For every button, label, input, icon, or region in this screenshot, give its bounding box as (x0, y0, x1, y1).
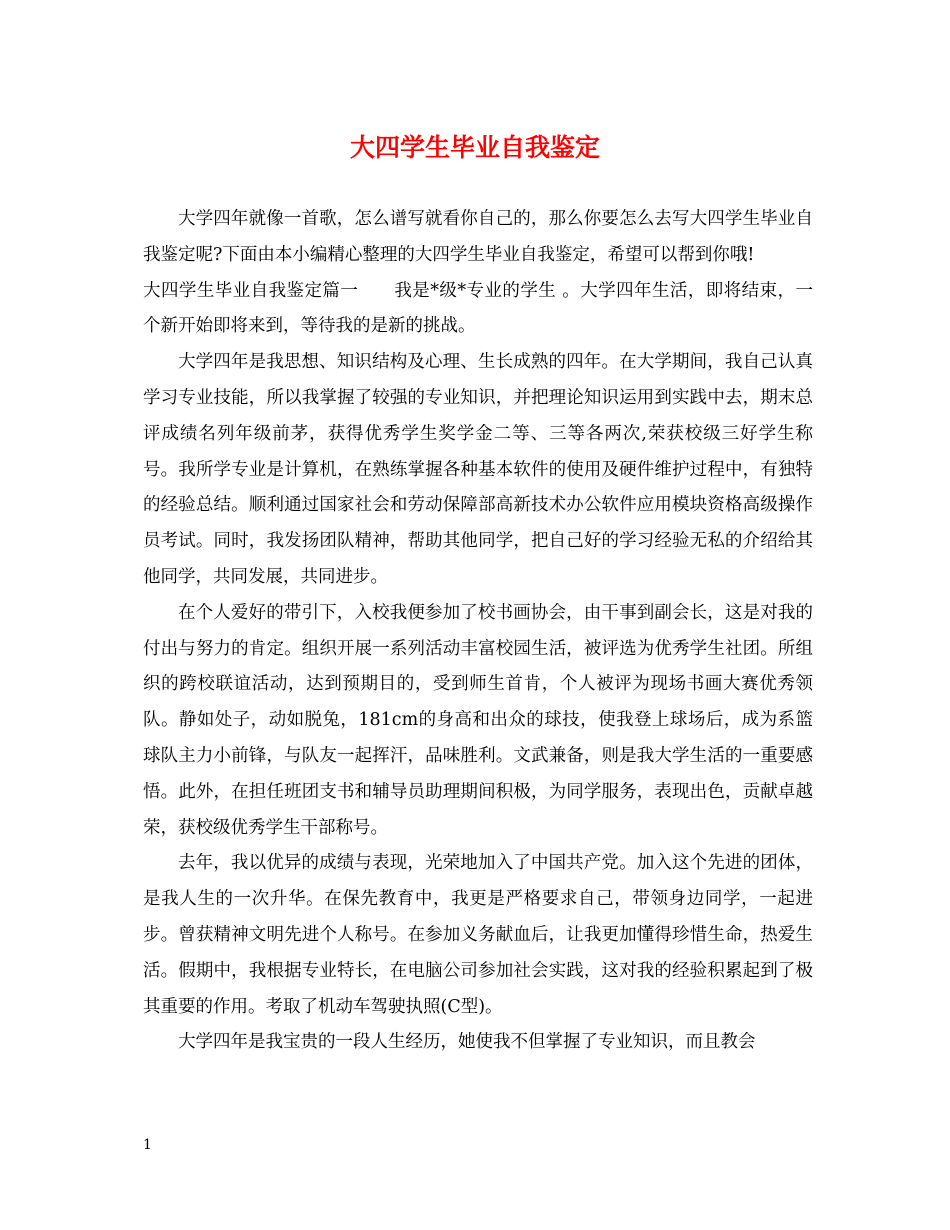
body-paragraph: 去年，我以优异的成绩与表现，光荣地加入了中国共产党。加入这个先进的团体，是我人生的一次升华。在保先教育中，我更是严格要求自己，带领身边同学，一起进步。曾获精神文明先进个人称号。在参加义务献血后，让我更加懂得珍惜生命，热爱生活。假期中，我根据专业特长，在电脑公司参加社会实践，这对我的经验积累起到了极其重要的作用。考取了机动车驾驶执照(C型)。 (143, 853, 813, 1017)
intro-paragraph: 大学四年就像一首歌，怎么谱写就看你自己的，那么你要怎么去写大四学生毕业自我鉴定呢?下面由本小编精心整理的大四学生毕业自我鉴定，希望可以帮到你哦! (143, 209, 813, 265)
section-first-text: 我是*级*专业的学生 。大学四年生活，即将结束，一个新开始即将来到，等待我的是新的挑战。 (143, 280, 813, 337)
page-number: 1 (143, 1137, 152, 1153)
body-paragraph: 大学四年是我宝贵的一段人生经历，她使我不但掌握了专业知识，而且教会 (178, 1032, 756, 1053)
document-body (143, 202, 813, 1061)
body-paragraph: 在个人爱好的带引下，入校我便参加了校书画协会，由干事到副会长，这是对我的付出与努力的肯定。组织开展一系列活动丰富校园生活，被评选为优秀学生社团。所组织的跨校联谊活动，达到预期目的，受到师生首肯，个人被评为现场书画大赛优秀领队。静如处子，动如脱兔，181cm的身高和出众的球技，使我登上球场后，成为系篮球队主力小前锋，与队友一起挥汗，品味胜利。文武兼备，则是我大学生活的一重要感悟。此外，在担任班团支书和辅导员助理期间积极，为同学服务，表现出色，贡献卓越荣，获校级优秀学生干部称号。 (143, 602, 813, 838)
document-title: 大四学生毕业自我鉴定 (349, 133, 600, 162)
section-first-paragraph (143, 274, 813, 346)
body-paragraph: 大学四年是我思想、知识结构及心理、生长成熟的四年。在大学期间，我自己认真学习专业技能，所以我掌握了较强的专业知识，并把理论知识运用到实践中去，期末总评成绩名列年级前茅，获得优秀学生奖学金二等、三等各两次,荣获校级三好学生称号。我所学专业是计算机，在熟练掌握各种基本软件的使用及硬件维护过程中，有独特的经验总结。顺利通过国家社会和劳动保障部高新技术办公软件应用模块资格高级操作员考试。同时，我发扬团队精神，帮助其他同学，把自己好的学习经验无私的介绍给其他同学，共同发展，共同进步。 (143, 352, 813, 587)
section-heading: 大四学生毕业自我鉴定篇一 (143, 280, 359, 301)
